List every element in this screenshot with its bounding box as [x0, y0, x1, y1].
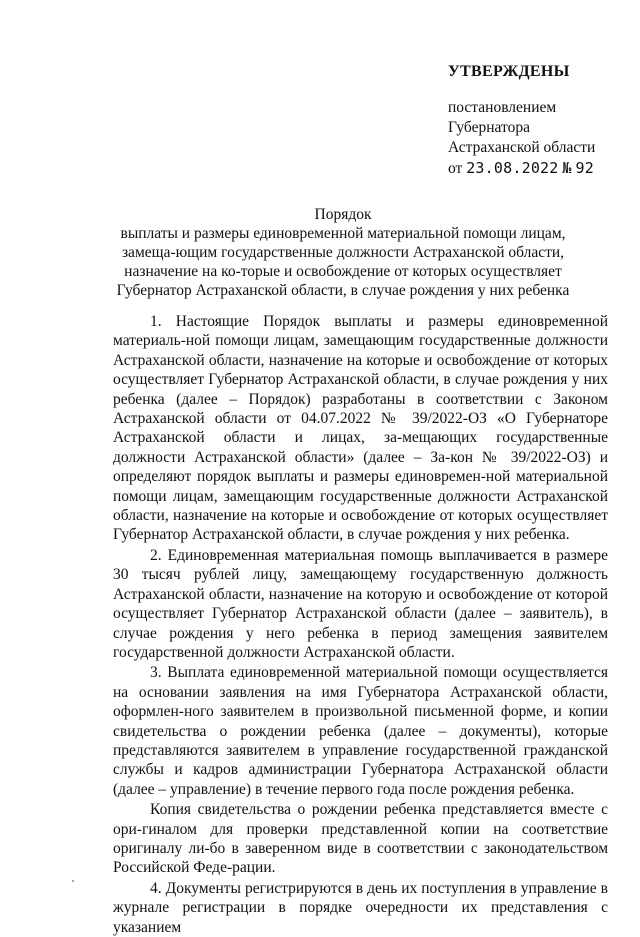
approval-title: УТВЕРЖДЕНЫ — [448, 63, 570, 80]
scan-speck — [72, 880, 74, 882]
approval-line-governor: Губернатора — [448, 119, 530, 136]
paragraph-3-copy-note: Копия свидетельства о рождении ребенка представляется вместе с ори-гиналом для проверки представленной копии на соответствие оригиналу ли-бо в заверенном виде в соответствии с законодательством Российской Феде-рации. — [113, 801, 608, 877]
document-title — [108, 205, 578, 300]
approval-number-sign: № — [562, 159, 572, 177]
approval-line-region: Астраханской области — [448, 139, 596, 156]
approval-line-resolution: постановлением — [448, 99, 557, 116]
document-body — [113, 312, 608, 937]
document-heading: Порядок — [314, 206, 372, 223]
paragraph-2: 2. Единовременная материальная помощь выплачивается в размере 30 тысяч рублей лицу, замещающему государственную должность Астраханской области, назначение на которую и освобождение от которой осуществляет Губернатор Астраханской области (далее – заявитель), в случае рождения у него ребенка в период замещения заявителем государственной должности Астраханской области. — [113, 546, 608, 661]
paragraph-1: 1. Настоящие Порядок выплаты и размеры единовременной материаль-ной помощи лицам, замещающим государственные должности Астраханской области, назначение на которые и освобождение от которых осуществляет Губернатор Астраханской области, в случае рождения у них ребенка (далее – Порядок) разработаны в соответствии с Законом Астраханской области от 04.07.2022 № 39/2022-ОЗ «О Губернаторе Астраханской области и лицах, за-мещающих государственные должности Астраханской области» (далее – За-кон № 39/2022-ОЗ) и определяют порядок выплаты и размеры единовремен-ной материальной помощи лицам, замещающим государственные должности Астраханской области, назначение на которые и освобождение от которых осуществляет Губернатор Астраханской области, в случае рождения у них ребенка. — [113, 313, 608, 544]
paragraph-4: 4. Документы регистрируются в день их поступления в управление в журнале регистрации в порядке очередности их представления с указанием — [113, 879, 608, 936]
approval-block — [448, 62, 633, 179]
approval-date-number — [448, 158, 633, 179]
paragraph-3: 3. Выплата единовременной материальной помощи осуществляется на основании заявления на имя Губернатора Астраханской области, оформлен-ного заявителем в произвольной письменной форме, и копии свидетельства о рождении ребенка (далее – документы), которые представляются заявителем в управление государственной гражданской службы и кадров администрации Губернатора Астраханской области (далее – управление) в течение первого года после рождения ребенка. — [113, 664, 608, 798]
approval-number-value: 92 — [575, 159, 594, 177]
approval-date-value: 23.08.2022 — [466, 159, 559, 177]
approval-date-prefix: от — [448, 160, 463, 177]
document-subtitle: выплаты и размеры единовременной материальной помощи лицам, замеща-ющим государственные должности Астраханской области, назначение на ко-торые и освобождение от которых осуществляет Губернатор Астраханской области, в случае рождения у них ребенка — [116, 225, 570, 299]
